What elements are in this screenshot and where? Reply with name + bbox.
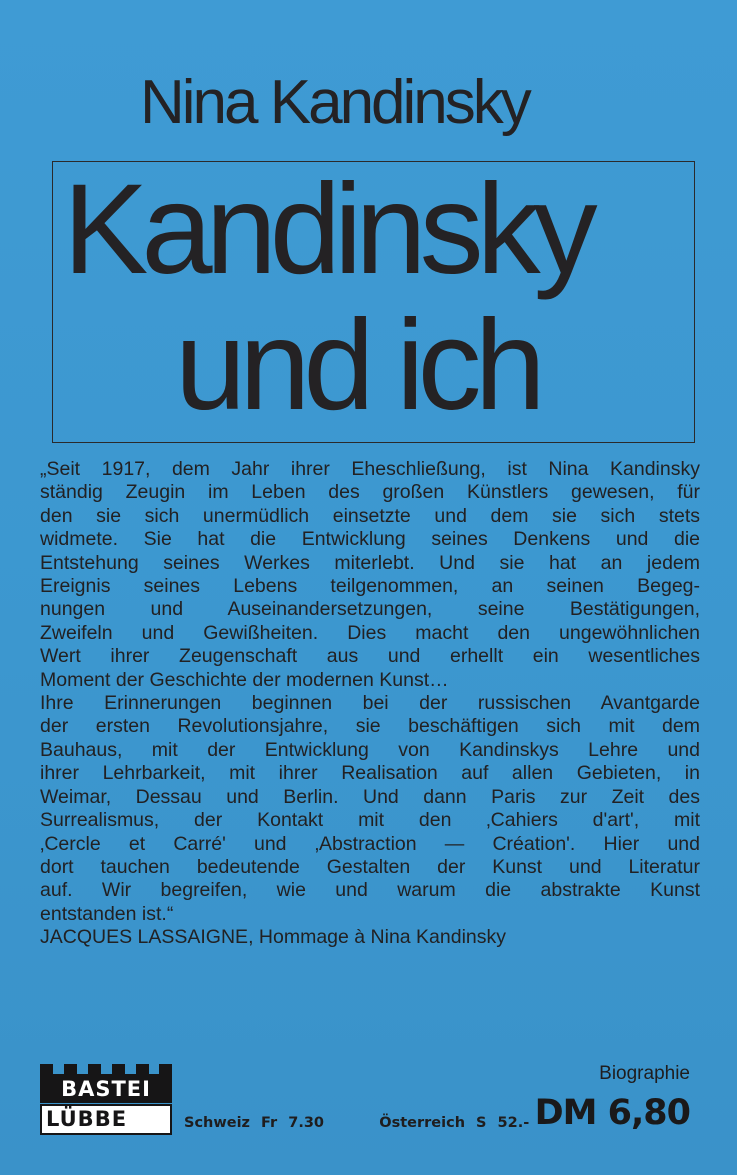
publisher-logo: [40, 1064, 172, 1136]
logo-merlon: [112, 1064, 125, 1074]
logo-battlement: [40, 1064, 172, 1074]
blurb-line: „Seit 1917, dem Jahr ihrer Eheschließung, ist Nina Kandinsky: [40, 458, 700, 480]
blurb-line: auf. Wir begreifen, wie und warum die abstrakte Kunst: [40, 879, 700, 902]
price-main: DM 6,80: [534, 1093, 690, 1133]
logo-merlon: [64, 1064, 77, 1074]
blurb-line: den sie sich unermüdlich einsetzte und dem sie sich stets: [40, 504, 700, 527]
blurb-line: Weimar, Dessau und Berlin. Und dann Paris zur Zeit des: [40, 785, 700, 808]
book-title-line-2: und ich: [175, 294, 539, 437]
logo-merlon: [159, 1064, 172, 1074]
blurb-line: ständig Zeugin im Leben des großen Künstlers gewesen, für: [40, 481, 700, 504]
blurb-line: der ersten Revolutionsjahre, sie beschäftigen sich mit dem: [40, 715, 700, 738]
author-name: Nina Kandinsky: [140, 68, 529, 137]
blurb-line: Surrealismus, der Kontakt mit den ‚Cahiers d'art', mit: [40, 809, 700, 832]
blurb-line: Zweifeln und Gewißheiten. Dies macht den ungewöhnlichen: [40, 621, 700, 644]
blurb-line: nungen und Auseinandersetzungen, seine Bestätigungen,: [40, 598, 700, 621]
foreign-prices: [184, 1115, 529, 1131]
blurb-attribution: JACQUES LASSAIGNE, Hommage à Nina Kandinsky: [40, 926, 507, 949]
blurb-line: Ereignis seines Lebens teilgenommen, an seinen Begeg-: [40, 575, 700, 598]
blurb-line: Bauhaus, mit der Entwicklung von Kandinskys Lehre und: [40, 738, 700, 761]
blurb-line: Entstehung seines Werkes miterlebt. Und sie hat an jedem: [40, 551, 700, 574]
genre-label: Biographie: [599, 1063, 690, 1084]
logo-merlon: [88, 1064, 101, 1074]
blurb-line: Moment der Geschichte der modernen Kunst…: [40, 668, 449, 691]
blurb-text: [40, 458, 700, 950]
blurb-line: Wert ihrer Zeugenschaft aus und erhellt ein wesentliches: [40, 645, 700, 668]
logo-merlon: [136, 1064, 149, 1074]
blurb-line: entstanden ist.“: [40, 902, 174, 925]
blurb-line: ihrer Lehrbarkeit, mit ihrer Realisation auf allen Gebieten, in: [40, 762, 700, 785]
logo-merlon: [40, 1064, 53, 1074]
logo-line-2: LÜBBE: [40, 1104, 172, 1135]
blurb-line: Ihre Erinnerungen beginnen bei der russischen Avantgarde: [40, 692, 700, 715]
blurb-line: ‚Cercle et Carré' und ‚Abstraction — Création'. Hier und: [40, 832, 700, 855]
logo-line-1: BASTEI: [40, 1074, 172, 1103]
price-austria: Österreich S 52.-: [379, 1115, 530, 1131]
title-frame: [52, 158, 695, 443]
blurb-line: widmete. Sie hat die Entwicklung seines Denkens und die: [40, 528, 700, 551]
book-title-line-1: Kandinsky: [63, 158, 591, 301]
price-switzerland: Schweiz Fr 7.30: [184, 1115, 325, 1131]
blurb-line: dort tauchen bedeutende Gestalten der Kunst und Literatur: [40, 855, 700, 878]
